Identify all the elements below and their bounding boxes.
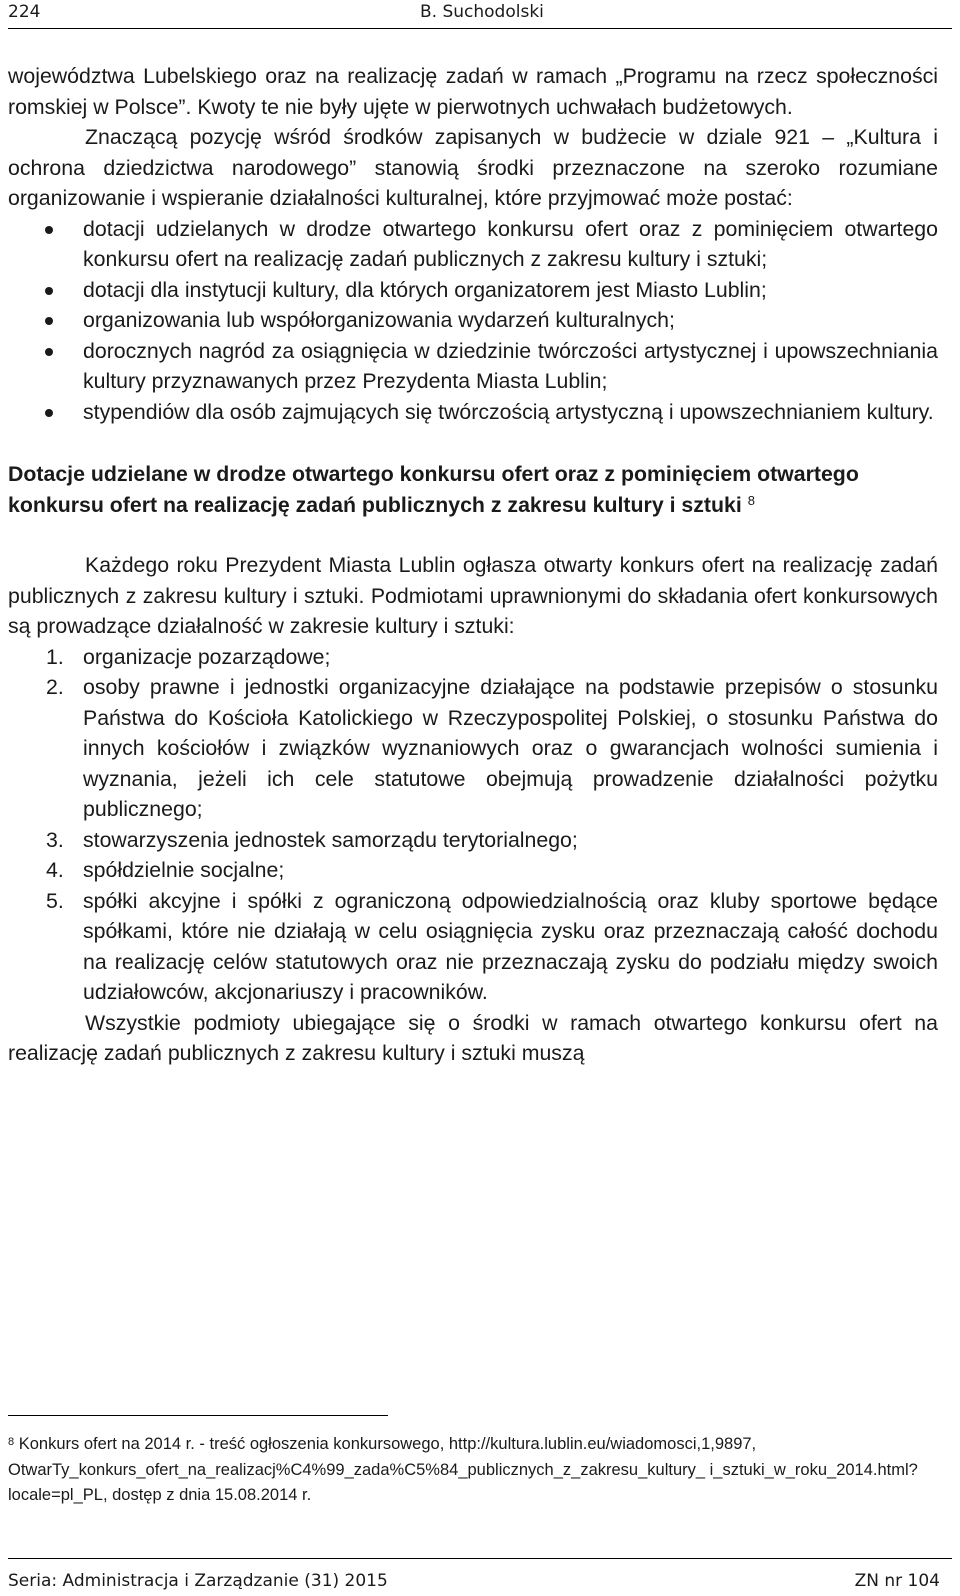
list-item: [8, 305, 938, 336]
bullet-icon: [45, 409, 53, 417]
footnote-reference: 8: [747, 492, 755, 508]
list-item: [8, 642, 938, 673]
list-item-text: dorocznych nagród za osiągnięcia w dziedzinie twórczości artystycznej i upowszechniania kultury przyznawanych przez Prezydenta Miasta Lublin;: [83, 338, 938, 393]
list-item-text: organizowania lub współorganizowania wydarzeń kulturalnych;: [83, 308, 675, 332]
series-label: Seria: Administracja i Zarządzanie (31) 2015: [8, 1571, 388, 1591]
section-heading: [8, 459, 938, 520]
list-item-text: dotacji udzielanych w drodze otwartego konkursu ofert oraz z pominięciem otwartego konkursu ofert na realizację zadań publicznych z zakresu kultury i sztuki;: [83, 216, 938, 271]
closing-paragraph: Wszystkie podmioty ubiegające się o środki w ramach otwartego konkursu ofert na realizację zadań publicznych z zakresu kultury i sztuki muszą: [8, 1010, 938, 1065]
list-number: 1.: [46, 644, 64, 669]
list-item-text: spółki akcyjne i spółki z ograniczoną odpowiedzialnością oraz kluby sportowe będące spółkami, które nie działają w celu osiągnięcia zysku oraz przeznaczają całość dochodu na realizację celów statutowych oraz nie przeznaczają zysku do podziału między swoich udziałowców, akcjonariuszy i pracowników.: [83, 888, 938, 1004]
bullet-icon: [45, 348, 53, 356]
list-number: 5.: [46, 888, 64, 913]
page-header: [8, 0, 952, 29]
list-number: 2.: [46, 675, 64, 699]
list-item-text: stowarzyszenia jednostek samorządu terytorialnego;: [83, 827, 578, 852]
page-body: [8, 61, 938, 1069]
section-heading-text: Dotacje udzielane w drodze otwartego konkursu ofert oraz z pominięciem otwartego konkursu ofert na realizację zadań publicznych z zakresu kultury i sztuki: [8, 462, 859, 517]
bullet-list: [8, 214, 938, 428]
footnote-text: Konkurs ofert na 2014 r. - treść ogłoszenia konkursowego, http://kultura.lublin.eu/wiadomosci,1,9897, OtwarTy_konkurs_ofert_na_realizacj%C4%99_zada%C5%84_publicznych_z_zakresu_kultury_ i_sztuki_w_roku_2014.html?locale=pl_PL, dostęp z dnia 15.08.2014 r.: [8, 1435, 918, 1504]
page-number: 224: [8, 2, 41, 22]
running-author: B. Suchodolski: [420, 2, 544, 22]
list-item-text: osoby prawne i jednostki organizacyjne działające na podstawie przepisów o stosunku Państwa do Kościoła Katolickiego w Rzeczypospolitej Polskiej, o stosunku Państwa do innych kościołów i związków wyznaniowych oraz o gwarancjach wolności sumienia i wyznania, jeżeli ich cele statutowe obejmują prowadzenie działalności pożytku publicznego;: [83, 675, 938, 821]
list-number: 3.: [46, 827, 64, 852]
list-item-text: spółdzielnie socjalne;: [83, 858, 285, 882]
issue-number: ZN nr 104: [854, 1571, 940, 1591]
page-footer: [8, 1558, 952, 1596]
list-item: [8, 825, 938, 856]
list-item: [8, 397, 938, 428]
footnote: [8, 1432, 938, 1509]
list-item: [8, 275, 938, 306]
bullet-icon: [45, 287, 53, 295]
list-item: [8, 336, 938, 397]
footnote-separator: [8, 1415, 388, 1416]
list-item-text: organizacje pozarządowe;: [83, 644, 331, 669]
bullet-icon: [45, 226, 53, 234]
section-intro: Każdego roku Prezydent Miasta Lublin ogłasza otwarty konkurs ofert na realizację zadań publicznych z zakresu kultury i sztuki. Podmiotami uprawnionymi do składania ofert konkursowych są prowadzące działalność w zakresie kultury i sztuki:: [8, 553, 938, 638]
paragraph-1: województwa Lubelskiego oraz na realizację zadań w ramach „Programu na rzecz społeczności romskiej w Polsce”. Kwoty te nie były ujęte w pierwotnych uchwałach budżetowych.: [8, 64, 938, 119]
list-item: [8, 886, 938, 1008]
numbered-list: [8, 642, 938, 1008]
list-item: [8, 672, 938, 825]
list-item-text: stypendiów dla osób zajmujących się twórczością artystyczną i upowszechnianiem kultury.: [83, 399, 934, 424]
list-item: [8, 855, 938, 886]
footnote-mark: 8: [8, 1436, 15, 1448]
list-item: [8, 214, 938, 275]
list-item-text: dotacji dla instytucji kultury, dla których organizatorem jest Miasto Lublin;: [83, 277, 767, 302]
bullet-icon: [45, 317, 53, 325]
list-number: 4.: [46, 858, 64, 882]
paragraph-2: Znaczącą pozycję wśród środków zapisanych w budżecie w dziale 921 – „Kultura i ochrona dziedzictwa narodowego” stanowią środki przeznaczone na szeroko rozumiane organizowanie i wspieranie działalności kulturalnej, które przyjmować może postać:: [8, 125, 938, 210]
